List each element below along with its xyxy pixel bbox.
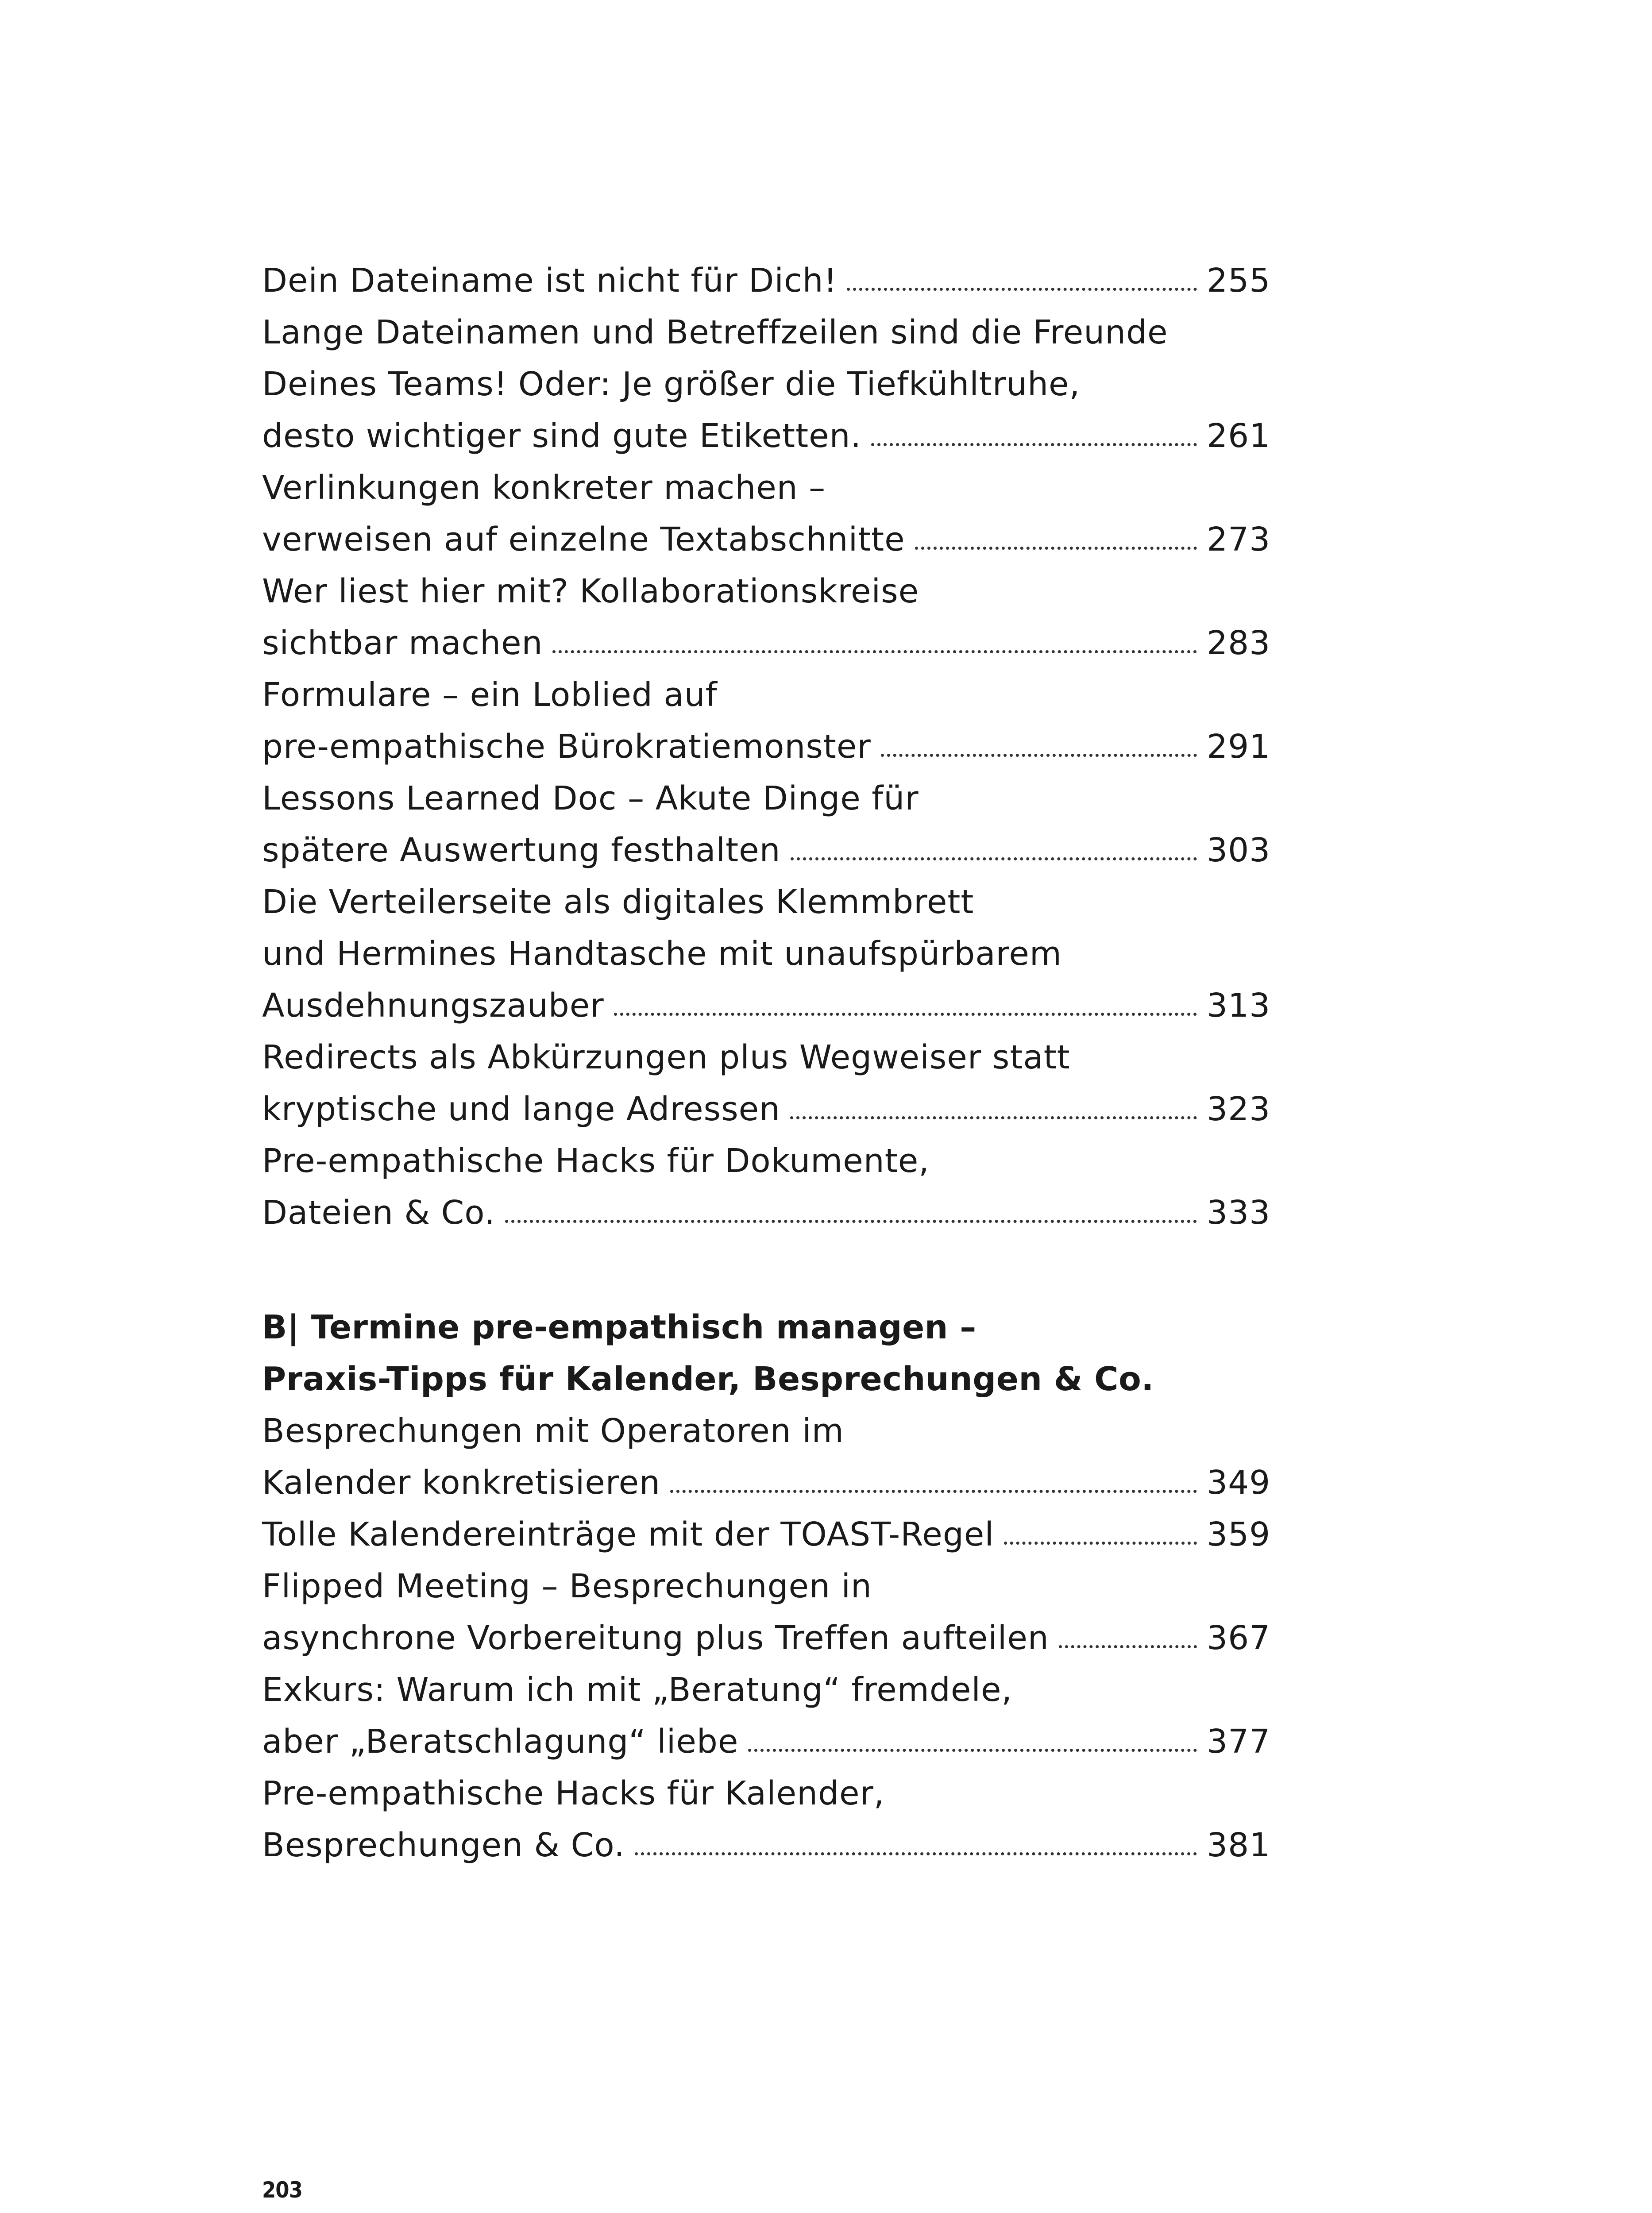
section-heading-line: B| Termine pre-empathisch managen – [262, 1308, 977, 1346]
toc-entry-line [262, 566, 1273, 617]
toc-entry-title: Lessons Learned Doc – Akute Dinge für [262, 779, 919, 817]
toc-entry-title: desto wichtiger sind gute Etiketten. [262, 417, 862, 455]
toc-entry-title: und Hermines Handtasche mit unaufspürbarem [262, 935, 1062, 973]
toc-page-number: 255 [1207, 262, 1271, 300]
toc-entry-line [262, 1561, 1273, 1612]
toc-entry-line [262, 669, 1273, 721]
dotted-leader [1059, 1645, 1197, 1648]
toc-page-number: 349 [1207, 1464, 1271, 1502]
toc-entry-title: Wer liest hier mit? Kollaborationskreise [262, 572, 919, 610]
dotted-leader [791, 857, 1197, 860]
toc-entry [262, 773, 1273, 876]
toc-entry [262, 1768, 1273, 1871]
dotted-leader [915, 547, 1197, 550]
toc-entry-line [262, 255, 1273, 307]
toc-entry-title: Dein Dateiname ist nicht für Dich! [262, 262, 838, 300]
toc-entry-line [262, 1612, 1273, 1664]
toc-entry-title: Besprechungen & Co. [262, 1826, 625, 1864]
toc-entry-line [262, 307, 1273, 359]
toc-entry-line [262, 1405, 1273, 1457]
section-spacer [262, 1239, 1273, 1302]
toc-entry-title: Lange Dateinamen und Betreffzeilen sind die Freunde [262, 313, 1168, 351]
toc-entry-line [262, 773, 1273, 825]
toc-entry-title: spätere Auswertung festhalten [262, 831, 781, 869]
toc-entry-title: verweisen auf einzelne Textabschnitte [262, 520, 905, 559]
toc-entry [262, 1032, 1273, 1135]
toc-entry-line [262, 1457, 1273, 1509]
toc-entry-title: aber „Beratschlagung“ liebe [262, 1723, 739, 1761]
dotted-leader [552, 650, 1197, 653]
toc-entry-title: asynchrone Vorbereitung plus Treffen aufteilen [262, 1619, 1049, 1657]
toc-entry [262, 1405, 1273, 1509]
toc-entry-title: Flipped Meeting – Besprechungen in [262, 1567, 872, 1605]
toc-entry-line [262, 928, 1273, 980]
section-heading-line: Praxis-Tipps für Kalender, Besprechungen & Co. [262, 1360, 1154, 1398]
toc-entry-line [262, 825, 1273, 876]
toc-page-number: 303 [1207, 831, 1271, 869]
toc-entry-title: Ausdehnungszauber [262, 987, 604, 1025]
toc-page-number: 313 [1207, 987, 1271, 1025]
toc-entry-title: Formulare – ein Loblied auf [262, 676, 718, 714]
toc-entry-line [262, 617, 1273, 669]
toc-entry-title: Deines Teams! Oder: Je größer die Tiefkühltruhe, [262, 365, 1081, 403]
toc-entry-title: Kalender konkretisieren [262, 1464, 661, 1502]
toc-entry [262, 1561, 1273, 1664]
toc-entry-title: Pre-empathische Hacks für Dokumente, [262, 1142, 930, 1180]
toc-entry-line [262, 1664, 1273, 1716]
toc-entries-section-a [262, 255, 1273, 1239]
toc-page-number: 367 [1207, 1619, 1271, 1657]
section-heading [262, 1302, 1273, 1405]
toc-entry-line [262, 410, 1273, 462]
toc-page-number: 381 [1207, 1826, 1271, 1864]
toc-entry-title: pre-empathische Bürokratiemonster [262, 728, 871, 766]
toc-entry-line [262, 359, 1273, 410]
toc-page-number: 291 [1207, 728, 1271, 766]
toc-entry [262, 876, 1273, 1032]
toc-entry-title: Redirects als Abkürzungen plus Wegweiser statt [262, 1038, 1070, 1076]
toc-entry-line [262, 1187, 1273, 1239]
toc-entry-line [262, 1509, 1273, 1561]
toc-entry [262, 669, 1273, 773]
toc-entry-title: kryptische und lange Adressen [262, 1090, 781, 1128]
dotted-leader [614, 1013, 1197, 1016]
toc-entry-line [262, 721, 1273, 773]
dotted-leader [871, 443, 1197, 446]
toc-entry-title: Verlinkungen konkreter machen – [262, 469, 826, 507]
toc-entry [262, 1135, 1273, 1239]
toc-page-number: 273 [1207, 520, 1271, 559]
toc-entry-line [262, 1032, 1273, 1083]
toc-entry-title: Besprechungen mit Operatoren im [262, 1412, 844, 1450]
dotted-leader [847, 288, 1197, 291]
toc-page-number: 283 [1207, 624, 1271, 662]
toc-entry-line [262, 514, 1273, 566]
toc-entry [262, 255, 1273, 307]
toc-entry [262, 307, 1273, 462]
toc-page-number: 323 [1207, 1090, 1271, 1128]
toc-entry-line [262, 1820, 1273, 1871]
toc-entry-title: Tolle Kalendereinträge mit der TOAST-Regel [262, 1515, 994, 1554]
toc-entry-title: Exkurs: Warum ich mit „Beratung“ fremdele, [262, 1671, 1013, 1709]
dotted-leader [635, 1852, 1197, 1855]
toc-entry-title: sichtbar machen [262, 624, 543, 662]
table-of-contents [262, 255, 1273, 1871]
toc-entry-line [262, 980, 1273, 1032]
toc-entry [262, 1664, 1273, 1768]
toc-entry-title: Die Verteilerseite als digitales Klemmbrett [262, 883, 974, 921]
page-number: 203 [262, 2177, 302, 2203]
dotted-leader [505, 1220, 1197, 1223]
toc-page-number: 359 [1207, 1515, 1271, 1554]
toc-entries-section-b [262, 1405, 1273, 1871]
toc-entry [262, 1509, 1273, 1561]
toc-page-number: 333 [1207, 1194, 1271, 1232]
dotted-leader [1004, 1542, 1197, 1545]
toc-entry-line [262, 876, 1273, 928]
toc-entry [262, 566, 1273, 669]
dotted-leader [670, 1490, 1197, 1493]
toc-entry-line [262, 1135, 1273, 1187]
toc-entry-line [262, 462, 1273, 514]
toc-entry-line [262, 1083, 1273, 1135]
toc-page-number: 261 [1207, 417, 1271, 455]
toc-entry-title: Dateien & Co. [262, 1194, 495, 1232]
toc-entry-line [262, 1768, 1273, 1820]
dotted-leader [881, 754, 1197, 757]
toc-entry-line [262, 1716, 1273, 1768]
dotted-leader [790, 1116, 1197, 1119]
toc-entry [262, 462, 1273, 566]
toc-page-number: 377 [1207, 1723, 1271, 1761]
toc-entry-title: Pre-empathische Hacks für Kalender, [262, 1774, 885, 1812]
dotted-leader [748, 1749, 1197, 1752]
